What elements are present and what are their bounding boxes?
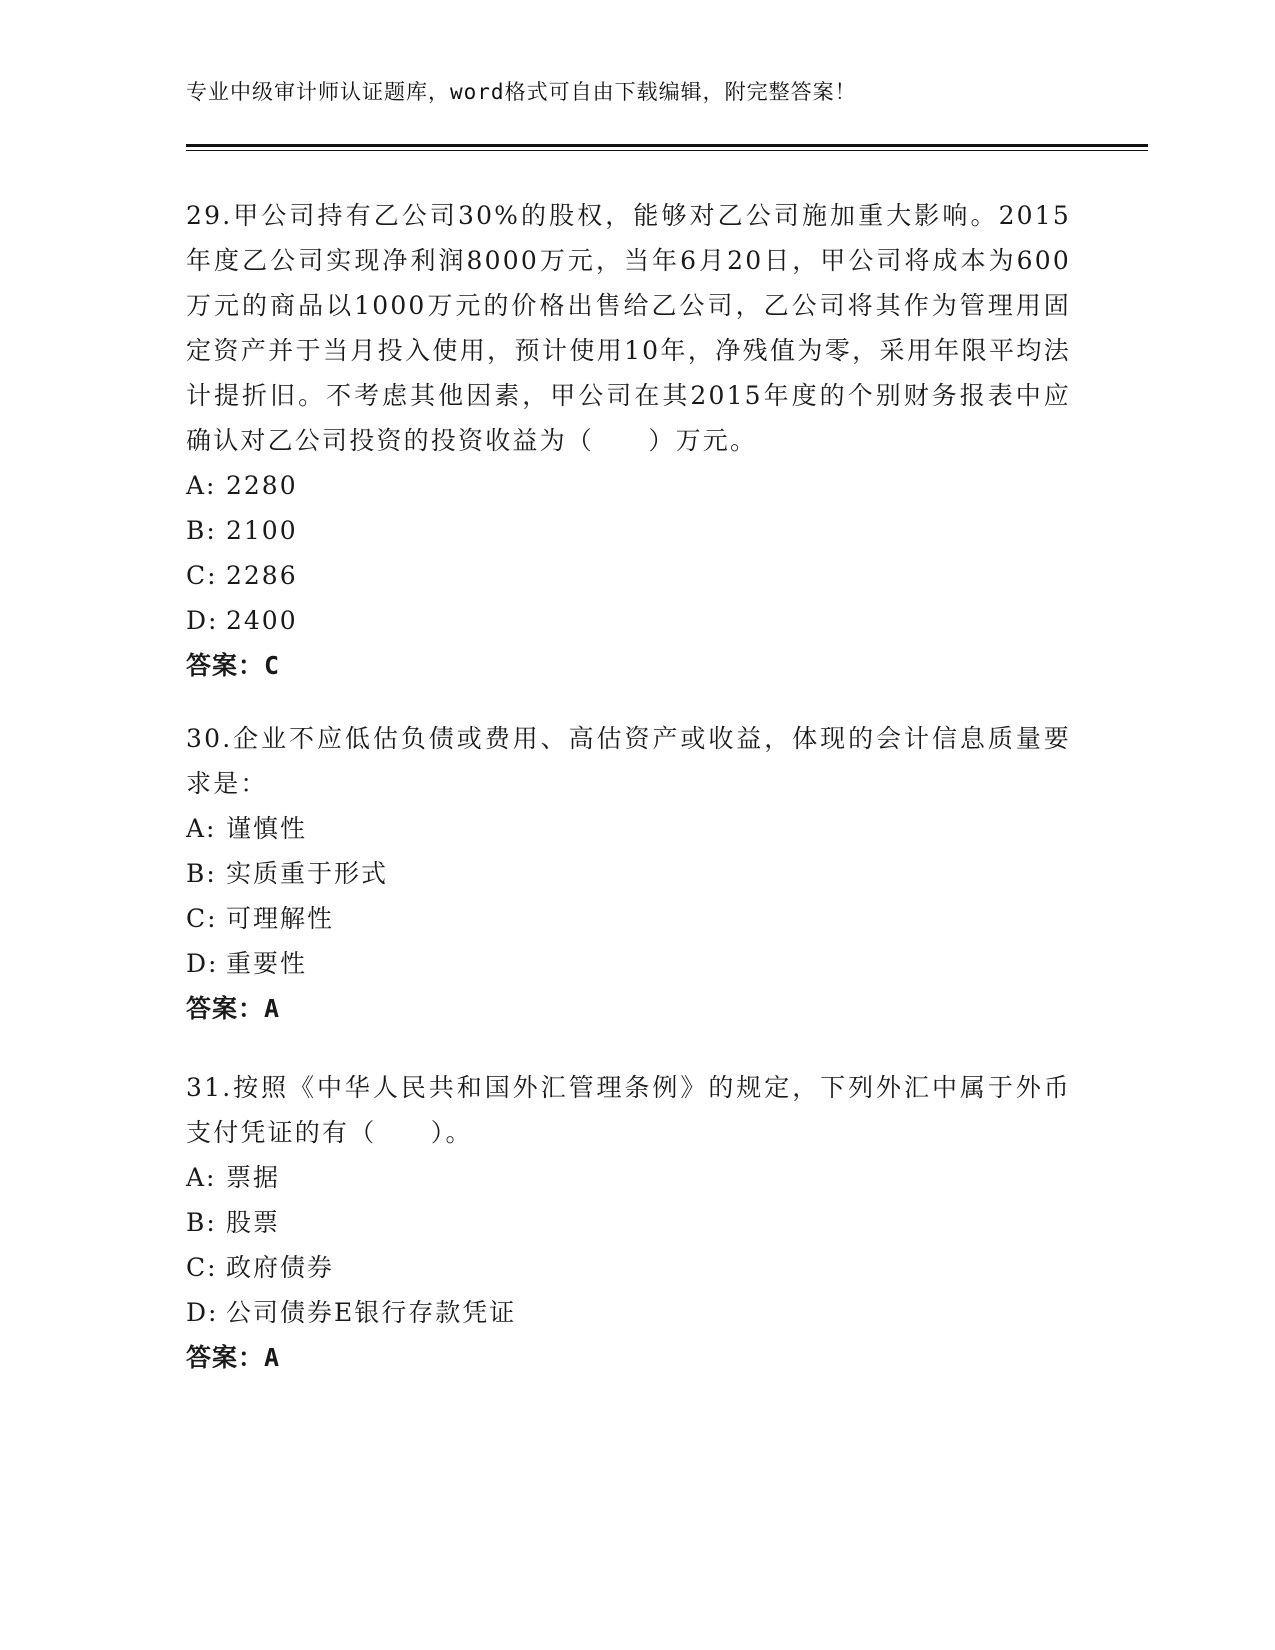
option-key: C: [186,1253,218,1282]
option-value: 2100 [226,516,298,545]
option-value: 2280 [226,471,298,500]
header-divider [186,144,1148,147]
question-text: 29.甲公司持有乙公司30%的股权，能够对乙公司施加重大影响。2015年度乙公司实现净利润8000万元，当年6月20日，甲公司将成本为600万元的商品以1000万元的价格出售给乙公司，乙公司将其作为管理用固定资产并于当月投入使用，预计使用10年，净残值为零，采用年限平均法计提折旧。不考虑其他因素，甲公司在其2015年度的个别财务报表中应确认对乙公司投资的投资收益为（ ）万元。 [186,201,1071,455]
option-d [186,598,1071,643]
answer: 答案：C [186,651,281,680]
option-value: 票据 [226,1163,281,1192]
question-30 [186,716,1071,1031]
option-a [186,806,1071,851]
option-key: D: [186,1298,219,1327]
question-text: 31.按照《中华人民共和国外汇管理条例》的规定，下列外汇中属于外币支付凭证的有（ ）。 [186,1073,1071,1147]
option-value: 实质重于形式 [226,859,389,888]
question-text: 30.企业不应低估负债或费用、高估资产或收益，体现的会计信息质量要求是： [186,724,1071,798]
option-d [186,941,1071,986]
option-value: 2400 [226,606,298,635]
option-key: D: [186,606,219,635]
page-header: 专业中级审计师认证题库，word格式可自由下载编辑，附完整答案！ [186,80,857,104]
option-key: B: [186,859,217,888]
option-d [186,1290,1071,1335]
option-value: 政府债券 [226,1253,335,1282]
option-b [186,1200,1071,1245]
option-a [186,463,1071,508]
answer: 答案：A [186,994,281,1023]
option-value: 2286 [226,561,298,590]
option-value: 重要性 [226,949,308,978]
answer: 答案：A [186,1343,281,1372]
option-key: A: [186,814,217,843]
option-value: 公司债券E银行存款凭证 [226,1298,517,1327]
option-c [186,553,1071,598]
option-c [186,896,1071,941]
option-key: A: [186,1163,217,1192]
question-29 [186,193,1071,688]
option-c [186,1245,1071,1290]
option-a [186,1155,1071,1200]
option-key: C: [186,904,218,933]
header-divider-thin [186,150,1148,151]
option-value: 股票 [226,1208,281,1237]
option-value: 可理解性 [226,904,335,933]
option-b [186,851,1071,896]
option-value: 谨慎性 [226,814,308,843]
option-key: C: [186,561,218,590]
question-31 [186,1065,1071,1380]
option-key: A: [186,471,217,500]
option-key: B: [186,1208,217,1237]
option-key: B: [186,516,217,545]
option-key: D: [186,949,219,978]
option-b [186,508,1071,553]
